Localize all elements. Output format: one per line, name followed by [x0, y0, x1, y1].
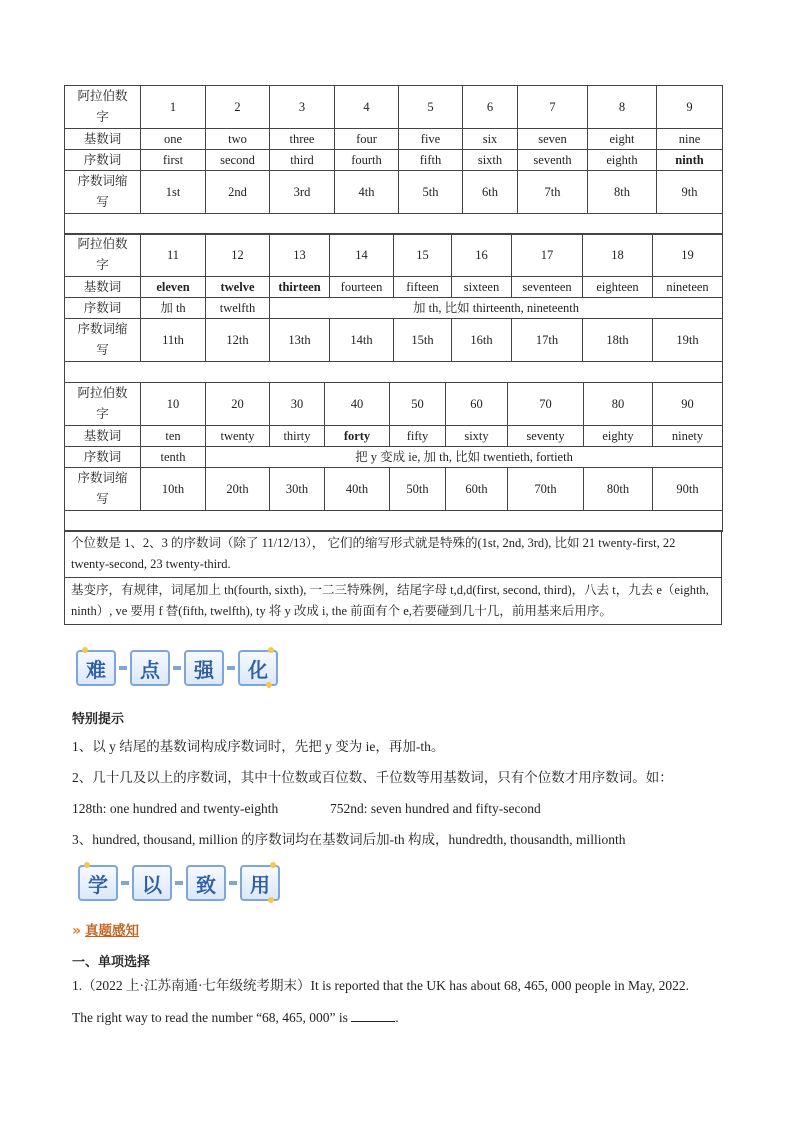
banner-char-box — [240, 865, 280, 901]
table-cell: 70 — [508, 383, 584, 426]
table-row — [65, 426, 723, 447]
banner-char-box — [186, 865, 226, 901]
table-cell: 60th — [446, 468, 508, 511]
table-cell-merged: 加 th, 比如 thirteenth, nineteenth — [270, 298, 723, 319]
table-row — [65, 319, 723, 362]
table-cell: 16th — [452, 319, 512, 362]
ordinal-table-1-9 — [64, 85, 723, 235]
table-cell: 10 — [141, 383, 206, 426]
table-cell: 80 — [584, 383, 653, 426]
banner-char-box — [76, 650, 116, 686]
table-row — [65, 129, 723, 150]
banner-char: 点 — [140, 657, 160, 682]
row-label: 序数词 — [65, 298, 141, 319]
banner-char: 化 — [248, 657, 268, 682]
banner-char: 以 — [142, 872, 162, 897]
table-cell: 2nd — [206, 171, 270, 214]
table-cell: 5 — [399, 86, 463, 129]
table-cell: 3 — [270, 86, 335, 129]
table-cell: 19th — [653, 319, 723, 362]
part-heading: 一、单项选择 — [72, 955, 151, 970]
banner-char: 用 — [250, 872, 270, 897]
row-label: 阿拉伯数字 — [65, 383, 141, 426]
table-cell: 18 — [583, 234, 653, 277]
table-cell: 40 — [325, 383, 390, 426]
table-cell: 4th — [335, 171, 399, 214]
table-cell: twenty — [206, 426, 270, 447]
tips-heading: 特别提示 — [72, 712, 125, 727]
table-cell: 1 — [141, 86, 206, 129]
table-row — [65, 383, 723, 426]
decor-dot — [266, 682, 272, 688]
banner-connector — [175, 881, 183, 885]
table-cell: eighth — [588, 150, 657, 171]
table-cell: 20th — [206, 468, 270, 511]
row-label: 阿拉伯数字 — [65, 86, 141, 129]
banner-char-box — [78, 865, 118, 901]
table-cell: 8th — [588, 171, 657, 214]
table-cell: 9 — [657, 86, 723, 129]
decor-dot — [82, 647, 88, 653]
table-cell: third — [270, 150, 335, 171]
table-cell: 19 — [653, 234, 723, 277]
spacer-row — [65, 511, 723, 532]
row-label: 序数词 — [65, 447, 141, 468]
table-cell: seventeen — [512, 277, 583, 298]
table-cell: eight — [588, 129, 657, 150]
table-cell: 17th — [512, 319, 583, 362]
banner-char-box — [130, 650, 170, 686]
banner-char-box — [132, 865, 172, 901]
table-row — [65, 150, 723, 171]
table-cell: seventy — [508, 426, 584, 447]
table-cell: eighty — [584, 426, 653, 447]
table-cell: fifth — [399, 150, 463, 171]
row-label: 基数词 — [65, 277, 141, 298]
question-1-end: . — [395, 1010, 399, 1025]
section-title — [72, 919, 139, 940]
banner-char: 强 — [194, 657, 214, 682]
table-cell: five — [399, 129, 463, 150]
table-row — [65, 86, 723, 129]
table-cell: 16 — [452, 234, 512, 277]
table-cell: forty — [325, 426, 390, 447]
spacer-cell — [65, 362, 723, 383]
row-label: 基数词 — [65, 129, 141, 150]
decor-dot — [270, 862, 276, 868]
banner-connector — [227, 666, 235, 670]
table-cell: eighteen — [583, 277, 653, 298]
table-cell: sixteen — [452, 277, 512, 298]
table-cell: 90 — [653, 383, 723, 426]
table-cell: four — [335, 129, 399, 150]
spacer-cell — [65, 511, 723, 532]
table-cell: thirteen — [270, 277, 330, 298]
row-label: 序数词缩写 — [65, 468, 141, 511]
table-row — [65, 578, 722, 625]
banner-char: 致 — [196, 872, 216, 897]
table-cell: ninth — [657, 150, 723, 171]
table-cell: 9th — [657, 171, 723, 214]
tip-example-1: 128th: one hundred and twenty-eighth — [72, 801, 279, 816]
table-cell: 17 — [512, 234, 583, 277]
table-row — [65, 298, 723, 319]
table-cell: 5th — [399, 171, 463, 214]
table-cell: twelfth — [206, 298, 270, 319]
table-cell: 50 — [390, 383, 446, 426]
banner-char-box — [184, 650, 224, 686]
spacer-row — [65, 362, 723, 383]
table-cell: 6 — [463, 86, 518, 129]
banner-char: 学 — [88, 872, 108, 897]
tip-line-2: 2、几十几及以上的序数词，其中十位数或百位数、千位数等用基数词，只有个位数才用序数词。如： — [72, 770, 673, 785]
table-cell: 70th — [508, 468, 584, 511]
table-cell: 2 — [206, 86, 270, 129]
question-1-text: The right way to read the number “68, 465, 000” is — [72, 1010, 348, 1025]
table-cell: 15th — [394, 319, 452, 362]
table-cell: 15 — [394, 234, 452, 277]
row-label: 序数词 — [65, 150, 141, 171]
tip-line-3: 3、hundred, thousand, million 的序数词均在基数词后加-th 构成，hundredth, thousandth, millionth — [72, 832, 626, 847]
banner-connector — [229, 881, 237, 885]
table-cell: 80th — [584, 468, 653, 511]
row-label: 阿拉伯数字 — [65, 234, 141, 277]
table-cell: fifteen — [394, 277, 452, 298]
table-cell: fourteen — [330, 277, 394, 298]
table-cell: 11 — [141, 234, 206, 277]
table-cell: 11th — [141, 319, 206, 362]
table-cell-merged: 把 y 变成 ie, 加 th, 比如 twentieth, fortieth — [206, 447, 723, 468]
table-cell: 30th — [270, 468, 325, 511]
table-cell: 加 th — [141, 298, 206, 319]
ordinal-table-11-19 — [64, 233, 723, 383]
table-cell: sixty — [446, 426, 508, 447]
decor-dot — [268, 647, 274, 653]
table-cell: 30 — [270, 383, 325, 426]
table-cell: 50th — [390, 468, 446, 511]
note-mnemonic-rule: 基变序，有规律，词尾加上 th(fourth, sixth), 一二三特殊例，结尾字母 t,d,d(first, second, third)，八去 t，九去 e（eighth, ninth）, ve 要用 f 替(fifth, twelfth), ty 将 y 改成 i, the 前面有个 e,若要碰到几十几，前用基来后用序。 — [65, 578, 722, 625]
table-cell: six — [463, 129, 518, 150]
table-cell: twelve — [206, 277, 270, 298]
table-row — [65, 468, 723, 511]
table-cell: 6th — [463, 171, 518, 214]
spacer-row — [65, 214, 723, 235]
banner-difficulty-reinforce — [76, 650, 278, 686]
tip-example-2: 752nd: seven hundred and fifty-second — [330, 801, 541, 816]
table-cell: 20 — [206, 383, 270, 426]
table-cell: 18th — [583, 319, 653, 362]
table-cell: three — [270, 129, 335, 150]
table-cell: 60 — [446, 383, 508, 426]
table-cell: 14th — [330, 319, 394, 362]
table-cell: 12th — [206, 319, 270, 362]
table-cell: sixth — [463, 150, 518, 171]
table-cell: two — [206, 129, 270, 150]
question-1-line-1: 1.（2022 上·江苏南通·七年级统考期末）It is reported that the UK has about 68, 465, 000 people in May, 2022. — [72, 978, 690, 993]
table-cell: eleven — [141, 277, 206, 298]
banner-connector — [121, 881, 129, 885]
table-cell: one — [141, 129, 206, 150]
answer-blank[interactable] — [351, 1009, 395, 1022]
table-cell: seven — [518, 129, 588, 150]
table-cell: fifty — [390, 426, 446, 447]
table-cell: ninety — [653, 426, 723, 447]
table-cell: 40th — [325, 468, 390, 511]
section-title-text: 真题感知 — [85, 923, 140, 939]
table-cell: fourth — [335, 150, 399, 171]
table-cell: 90th — [653, 468, 723, 511]
table-cell: 12 — [206, 234, 270, 277]
table-cell: 13 — [270, 234, 330, 277]
table-cell: 13th — [270, 319, 330, 362]
table-row — [65, 447, 723, 468]
table-row — [65, 234, 723, 277]
banner-connector — [119, 666, 127, 670]
row-label: 序数词缩写 — [65, 171, 141, 214]
ordinal-table-tens — [64, 382, 723, 532]
row-label: 基数词 — [65, 426, 141, 447]
table-cell: 10th — [141, 468, 206, 511]
table-cell: 7th — [518, 171, 588, 214]
question-1-line-2 — [72, 1009, 399, 1027]
table-cell: 7 — [518, 86, 588, 129]
chevron-right-icon: » — [72, 923, 82, 939]
table-row — [65, 531, 722, 578]
table-cell: ten — [141, 426, 206, 447]
table-cell: seventh — [518, 150, 588, 171]
decor-dot — [84, 862, 90, 868]
table-cell: 8 — [588, 86, 657, 129]
table-row — [65, 277, 723, 298]
table-cell: tenth — [141, 447, 206, 468]
banner-char: 难 — [86, 657, 106, 682]
table-cell: 4 — [335, 86, 399, 129]
table-cell: 3rd — [270, 171, 335, 214]
table-cell: thirty — [270, 426, 325, 447]
tip-line-1: 1、以 y 结尾的基数词构成序数词时，先把 y 变为 ie，再加-th。 — [72, 739, 445, 754]
table-cell: 14 — [330, 234, 394, 277]
table-cell: nineteen — [653, 277, 723, 298]
table-cell: nine — [657, 129, 723, 150]
banner-connector — [173, 666, 181, 670]
table-cell: first — [141, 150, 206, 171]
banner-apply-learning — [78, 865, 280, 901]
table-cell: 1st — [141, 171, 206, 214]
note-abbreviation-rule: 个位数是 1、2、3 的序数词（除了 11/12/13）， 它们的缩写形式就是特殊的(1st, 2nd, 3rd), 比如 21 twenty-first, 22 twenty-second, 23 twenty-third. — [65, 531, 722, 578]
table-row — [65, 171, 723, 214]
banner-char-box — [238, 650, 278, 686]
spacer-cell — [65, 214, 723, 235]
decor-dot — [268, 897, 274, 903]
table-cell: second — [206, 150, 270, 171]
row-label: 序数词缩写 — [65, 319, 141, 362]
rules-notes-table — [64, 530, 722, 625]
